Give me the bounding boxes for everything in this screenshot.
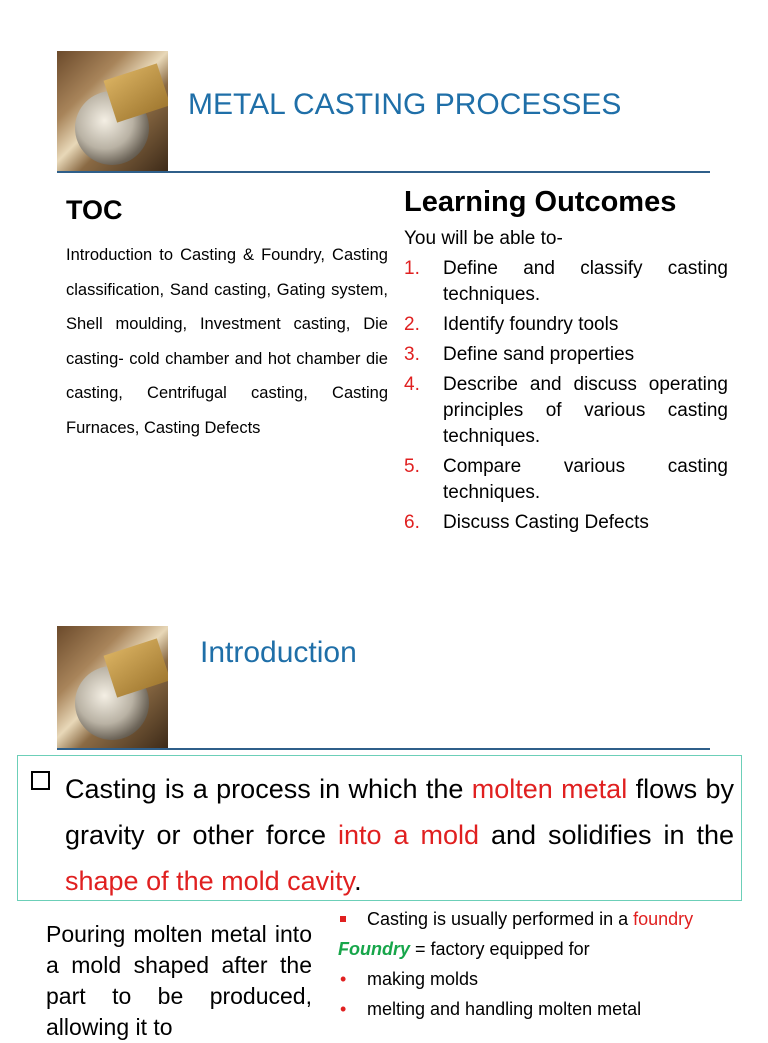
learning-outcomes-intro: You will be able to- — [404, 228, 563, 249]
list-item — [404, 372, 728, 450]
list-text: Define sand properties — [443, 344, 635, 365]
highlight-into-mold: into a mold — [337, 820, 479, 850]
casting-definition — [65, 766, 734, 904]
list-text: Discuss Casting Defects — [443, 512, 649, 533]
bullet-text: Casting is usually performed in a — [367, 909, 634, 929]
list-item — [404, 510, 728, 536]
list-item — [338, 904, 768, 934]
list-item — [404, 256, 728, 308]
list-item — [404, 312, 728, 338]
bullet-text: melting and handling molten metal — [367, 999, 642, 1019]
casting-machine-photo — [57, 626, 168, 748]
list-number: 4. — [404, 374, 420, 395]
definition-box — [17, 755, 742, 901]
definition-text: . — [354, 866, 362, 896]
slide-title: Introduction — [200, 636, 357, 669]
list-text: Identify foundry tools — [443, 314, 619, 335]
foundry-bullets — [338, 904, 768, 1024]
list-number: 2. — [404, 314, 420, 335]
slide-title: METAL CASTING PROCESSES — [188, 88, 622, 121]
dot-bullet-icon: • — [340, 999, 347, 1019]
bullet-text: = factory equipped for — [410, 939, 590, 959]
casting-machine-photo — [57, 51, 168, 171]
definition-text: flows by gravity or other force — [65, 774, 734, 850]
highlight-molten-metal: molten metal — [471, 774, 628, 804]
list-number: 1. — [404, 258, 420, 279]
list-number: 5. — [404, 456, 420, 477]
toc-body: Introduction to Casting & Foundry, Casting classification, Sand casting, Gating system, Shell moulding, Investment casting, Die casting- cold chamber and hot chamber die casting, Centrifugal casting, Casting Furnaces, Casting Defects — [66, 246, 388, 437]
dot-bullet-icon: • — [340, 969, 347, 989]
foundry-definition — [338, 934, 768, 964]
bullet-text: making molds — [367, 969, 479, 989]
definition-text: Casting is a process in which the — [65, 774, 472, 804]
list-number: 6. — [404, 512, 420, 533]
list-item — [404, 454, 728, 506]
list-number: 3. — [404, 344, 420, 365]
list-item — [404, 342, 728, 368]
square-bullet-icon — [340, 916, 346, 922]
highlight-foundry: foundry — [633, 909, 694, 929]
learning-outcomes-heading: Learning Outcomes — [404, 186, 677, 218]
title-divider — [57, 171, 710, 173]
list-text: Define and classify casting techniques. — [443, 258, 728, 305]
list-item — [338, 964, 768, 994]
highlight-mold-cavity: shape of the mold cavity — [65, 866, 355, 896]
list-text: Compare various casting techniques. — [443, 456, 728, 503]
definition-text: and solidifies in the — [478, 820, 734, 850]
pouring-description: Pouring molten metal into a mold shaped after the part to be produced, allowing it to — [46, 921, 312, 1040]
checkbox-bullet-icon — [31, 771, 50, 790]
title-divider — [57, 748, 710, 750]
term-foundry: Foundry — [338, 939, 410, 959]
toc-heading: TOC — [66, 195, 123, 225]
learning-outcomes-list — [404, 256, 728, 540]
list-text: Describe and discuss operating principles of various casting techniques. — [443, 374, 728, 447]
list-item — [338, 994, 768, 1024]
